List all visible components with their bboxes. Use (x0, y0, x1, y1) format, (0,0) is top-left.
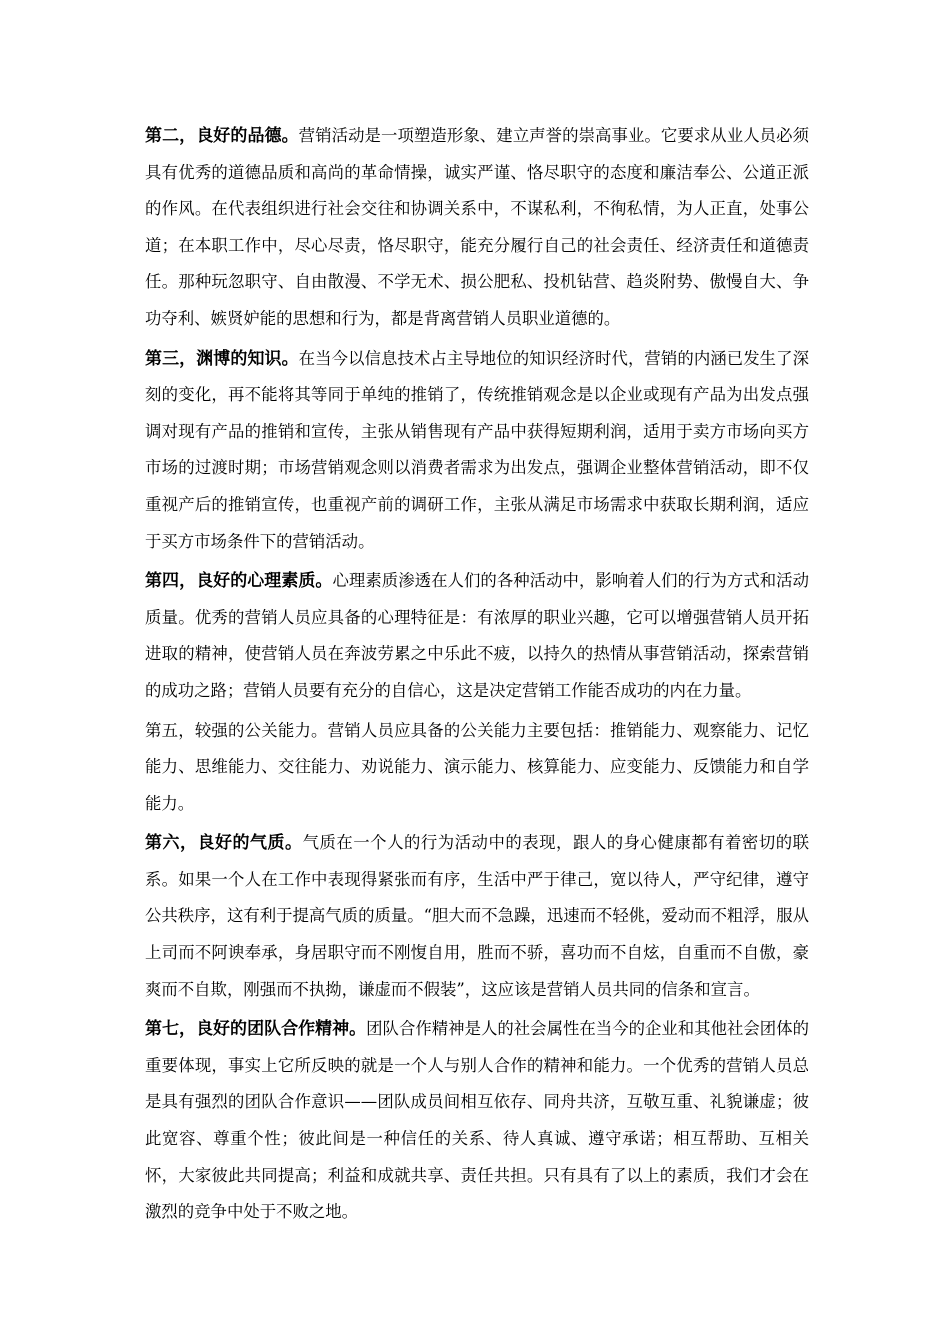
paragraph-heading: 第七，良好的团队合作精神。 (145, 1019, 367, 1040)
paragraph-body: 营销活动是一项塑造形象、建立声誉的崇高事业。它要求从业人员必须具有优秀的道德品质和高尚的革命情操，诚实严谨、恪尽职守的态度和廉洁奉公、公道正派的作风。在代表组织进行社会交往和协调关系中，不谋私利，不徇私情，为人正直，处事公道；在本职工作中，尽心尽责，恪尽职守，能充分履行自己的社会责任、经济责任和道德责任。那种玩忽职守、自由散漫、不学无术、损公肥私、投机钻营、趋炎附势、傲慢自大、争功夺利、嫉贤妒能的思想和行为，都是背离营销人员职业道德的。 (145, 126, 810, 328)
paragraph-body: 团队合作精神是人的社会属性在当今的企业和其他社会团体的重要体现，事实上它所反映的就是一个人与别人合作的精神和能力。一个优秀的营销人员总是具有强烈的团队合作意识——团队成员间相互依存、同舟共济，互敬互重、礼貌谦虚；彼此宽容、尊重个性；彼此间是一种信任的关系、待人真诚、遵守承诺；相互帮助、互相关怀，大家彼此共同提高；利益和成就共享、责任共担。只有具有了以上的素质，我们才会在激烈的竞争中处于不败之地。 (145, 1019, 810, 1222)
paragraph-body: 心理素质渗透在人们的各种活动中，影响着人们的行为方式和活动质量。优秀的营销人员应具备的心理特征是：有浓厚的职业兴趣，它可以增强营销人员开拓进取的精神，使营销人员在奔波劳累之中乐此不疲，以持久的热情从事营销活动，探索营销的成功之路；营销人员要有充分的自信心，这是决定营销工作能否成功的内在力量。 (145, 571, 810, 700)
paragraph-text: 第五，较强的公关能力。营销人员应具备的公关能力主要包括：推销能力、观察能力、记忆能力、思维能力、交往能力、劝说能力、演示能力、核算能力、应变能力、反馈能力和自学能力。 (145, 720, 809, 813)
paragraph-temperament (145, 825, 809, 1008)
paragraph-public-relations (145, 713, 809, 823)
paragraph-teamwork (145, 1011, 809, 1231)
paragraph-heading: 第三，渊博的知识。 (145, 348, 299, 369)
paragraph-body: 气质在一个人的行为活动中的表现，跟人的身心健康都有着密切的联系。如果一个人在工作中表现得紧张而有序，生活中严于律己，宽以待人，严守纪律，遵守公共秩序，这有利于提高气质的质量。“胆大而不急躁，迅速而不轻佻，爱动而不粗浮，服从上司而不阿谀奉承，身居职守而不刚愎自用，胜而不骄，喜功而不自炫，自重而不自傲，豪爽而不自欺，刚强而不执拗，谦虚而不假装”，这应该是营销人员共同的信条和宣言。 (145, 833, 810, 999)
paragraph-heading: 第六，良好的气质。 (145, 833, 303, 854)
paragraph-broad-knowledge (145, 341, 809, 561)
paragraph-heading: 第二，良好的品德。 (145, 126, 299, 146)
paragraph-moral-character (145, 118, 809, 338)
paragraph-heading: 第四，良好的心理素质。 (145, 571, 333, 592)
document-body (145, 118, 809, 1234)
paragraph-body: 在当今以信息技术占主导地位的知识经济时代，营销的内涵已发生了深刻的变化，再不能将其等同于单纯的推销了，传统推销观念是以企业或现有产品为出发点强调对现有产品的推销和宣传，主张从销售现有产品中获得短期利润，适用于卖方市场向买方市场的过渡时期；市场营销观念则以消费者需求为出发点，强调企业整体营销活动，即不仅重视产后的推销宣传，也重视产前的调研工作，主张从满足市场需求中获取长期利润，适应于买方市场条件下的营销活动。 (145, 348, 810, 551)
paragraph-psychological-quality (145, 563, 809, 709)
